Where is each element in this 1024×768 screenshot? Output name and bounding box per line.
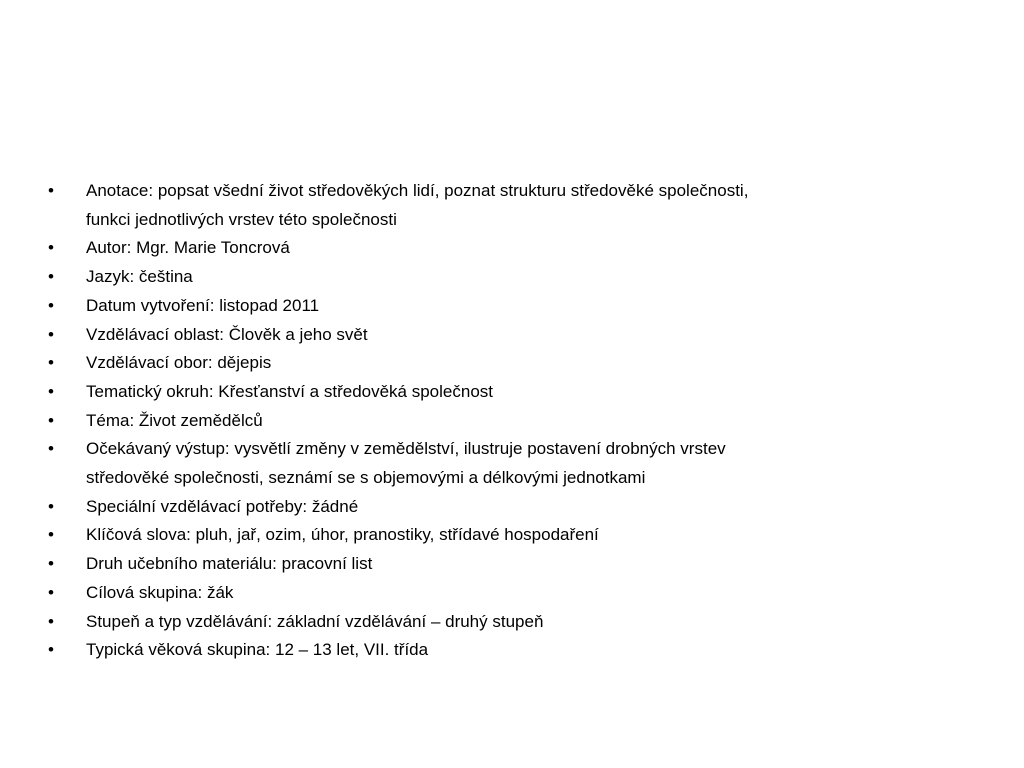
language-text: Jazyk: čeština (86, 267, 193, 287)
education-level-text: Stupeň a typ vzdělávání: základní vzdělávání – druhý stupeň (86, 611, 544, 631)
list-item-age-group (48, 636, 928, 665)
bullet-icon: • (48, 439, 54, 459)
bullet-icon: • (48, 238, 54, 258)
list-item-annotation (48, 177, 928, 234)
education-field-text: Vzdělávací obor: dějepis (86, 353, 272, 373)
bullet-icon: • (48, 353, 54, 373)
bullet-icon: • (48, 611, 54, 631)
expected-outcome-text-line-1: Očekávaný výstup: vysvětlí změny v zemědělství, ilustruje postavení drobných vrstev (86, 439, 726, 459)
special-needs-text: Speciální vzdělávací potřeby: žádné (86, 496, 359, 516)
material-type-text: Druh učebního materiálu: pracovní list (86, 554, 373, 574)
education-area-text: Vzdělávací oblast: Člověk a jeho svět (86, 324, 368, 344)
list-item-education-area (48, 321, 928, 350)
list-item-special-needs (48, 493, 928, 522)
list-item-education-field (48, 349, 928, 378)
list-item-topic (48, 407, 928, 436)
author-text: Autor: Mgr. Marie Toncrová (86, 238, 290, 258)
bullet-icon: • (48, 582, 54, 602)
bullet-icon: • (48, 410, 54, 430)
bullet-icon: • (48, 640, 54, 660)
list-item-language (48, 263, 928, 292)
list-item-target-group (48, 579, 928, 608)
bullet-icon: • (48, 295, 54, 315)
target-group-text: Cílová skupina: žák (86, 582, 234, 602)
bullet-icon: • (48, 267, 54, 287)
thematic-area-text: Tematický okruh: Křesťanství a středověká společnost (86, 381, 494, 401)
creation-date-text: Datum vytvoření: listopad 2011 (86, 295, 320, 315)
bullet-icon: • (48, 496, 54, 516)
list-item-thematic-area (48, 378, 928, 407)
keywords-text: Klíčová slova: pluh, jař, ozim, úhor, pranostiky, střídavé hospodaření (86, 525, 599, 545)
list-item-author (48, 234, 928, 263)
bullet-icon: • (48, 554, 54, 574)
list-item-education-level (48, 608, 928, 637)
list-item-keywords (48, 521, 928, 550)
bullet-icon: • (48, 381, 54, 401)
bullet-icon: • (48, 181, 54, 200)
age-group-text: Typická věková skupina: 12 – 13 let, VII. třída (86, 640, 429, 660)
list-item-expected-outcome (48, 435, 928, 492)
list-item-creation-date (48, 292, 928, 321)
annotation-text-line-2: funkci jednotlivých vrstev této společnosti (86, 209, 397, 229)
list-item-material-type (48, 550, 928, 579)
bullet-icon: • (48, 324, 54, 344)
metadata-bullet-list (48, 177, 928, 665)
annotation-text-line-1: Anotace: popsat všední život středověkých lidí, poznat strukturu středověké společnosti, (86, 181, 749, 200)
expected-outcome-text-line-2: středověké společnosti, seznámí se s objemovými a délkovými jednotkami (86, 468, 646, 488)
bullet-icon: • (48, 525, 54, 545)
topic-text: Téma: Život zemědělců (86, 410, 263, 430)
